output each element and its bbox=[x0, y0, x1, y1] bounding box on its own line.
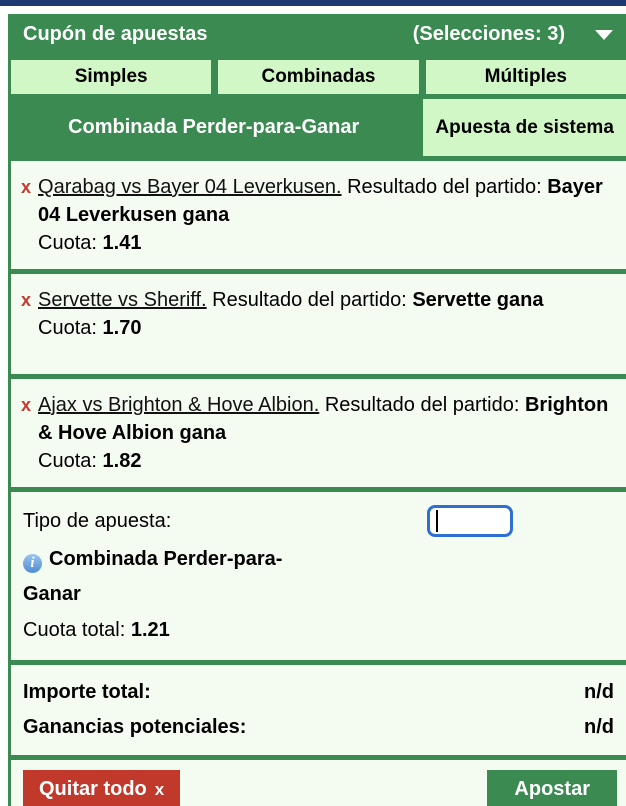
selection-text bbox=[38, 391, 618, 475]
market-label: Resultado del partido: bbox=[212, 289, 407, 311]
tab-simples[interactable]: Simples bbox=[11, 60, 211, 94]
remove-selection-icon[interactable]: x bbox=[21, 177, 32, 197]
total-odds-value: 1.21 bbox=[130, 619, 170, 641]
remove-all-x-icon: x bbox=[154, 780, 165, 799]
tab-combinadas[interactable]: Combinadas bbox=[218, 60, 418, 94]
bet-type-section bbox=[11, 492, 626, 660]
place-bet-button[interactable]: Apostar bbox=[487, 770, 617, 806]
odds-label: Cuota: bbox=[38, 232, 97, 254]
selection-card bbox=[11, 161, 626, 269]
match-link[interactable]: Ajax vs Brighton & Hove Albion. bbox=[38, 394, 320, 416]
odds-value: 1.41 bbox=[102, 232, 142, 254]
selection-card bbox=[11, 379, 626, 487]
pick-value: Brighton & Hove Albion gana bbox=[38, 394, 609, 444]
bet-slip bbox=[8, 14, 626, 806]
stake-total-label: Importe total: bbox=[23, 681, 151, 703]
selection-card bbox=[11, 274, 626, 374]
odds-label: Cuota: bbox=[38, 317, 97, 339]
tab-apuesta-de-sistema[interactable]: Apuesta de sistema bbox=[423, 99, 626, 156]
text-caret bbox=[436, 510, 438, 532]
bet-slip-header[interactable] bbox=[11, 14, 626, 55]
coupon-title: Cupón de apuestas bbox=[23, 23, 208, 45]
odds-value: 1.70 bbox=[102, 317, 142, 339]
potential-winnings-value: n/d bbox=[584, 716, 614, 738]
selection-text bbox=[38, 286, 618, 362]
top-navy-strip bbox=[0, 0, 626, 6]
chevron-down-icon[interactable] bbox=[595, 30, 613, 40]
remove-all-button[interactable] bbox=[23, 770, 180, 806]
bet-type-value: Combinada Perder-para-Ganar bbox=[23, 548, 283, 605]
pick-value: Bayer 04 Leverkusen gana bbox=[38, 176, 603, 226]
bet-type-label: Tipo de apuesta: bbox=[23, 510, 172, 532]
actions-bar bbox=[11, 760, 626, 806]
totals-section bbox=[11, 665, 626, 755]
selections-count: (Selecciones: 3) bbox=[412, 23, 565, 45]
potential-winnings-label: Ganancias potenciales: bbox=[23, 716, 247, 738]
market-label: Resultado del partido: bbox=[324, 394, 520, 416]
stake-input-wrap bbox=[427, 505, 513, 537]
bet-mode-tabs bbox=[11, 60, 626, 94]
match-link[interactable]: Servette vs Sheriff. bbox=[38, 289, 207, 311]
remove-selection-icon[interactable]: x bbox=[21, 395, 32, 415]
combo-subtabs bbox=[11, 99, 626, 156]
market-label: Resultado del partido: bbox=[347, 176, 542, 198]
remove-all-label: Quitar todo bbox=[39, 778, 147, 800]
match-link[interactable]: Qarabag vs Bayer 04 Leverkusen. bbox=[38, 176, 342, 198]
total-odds-label: Cuota total: bbox=[23, 619, 126, 641]
odds-label: Cuota: bbox=[38, 450, 97, 472]
pick-value: Servette gana bbox=[412, 289, 544, 311]
stake-total-value: n/d bbox=[584, 681, 614, 703]
stake-input[interactable] bbox=[427, 505, 513, 537]
odds-value: 1.82 bbox=[102, 450, 142, 472]
info-icon[interactable]: i bbox=[23, 554, 42, 573]
tab-multiples[interactable]: Múltiples bbox=[426, 60, 626, 94]
remove-selection-icon[interactable]: x bbox=[21, 290, 32, 310]
selection-text bbox=[38, 173, 618, 257]
tab-combinada-perder-para-ganar[interactable]: Combinada Perder-para-Ganar bbox=[68, 116, 360, 138]
